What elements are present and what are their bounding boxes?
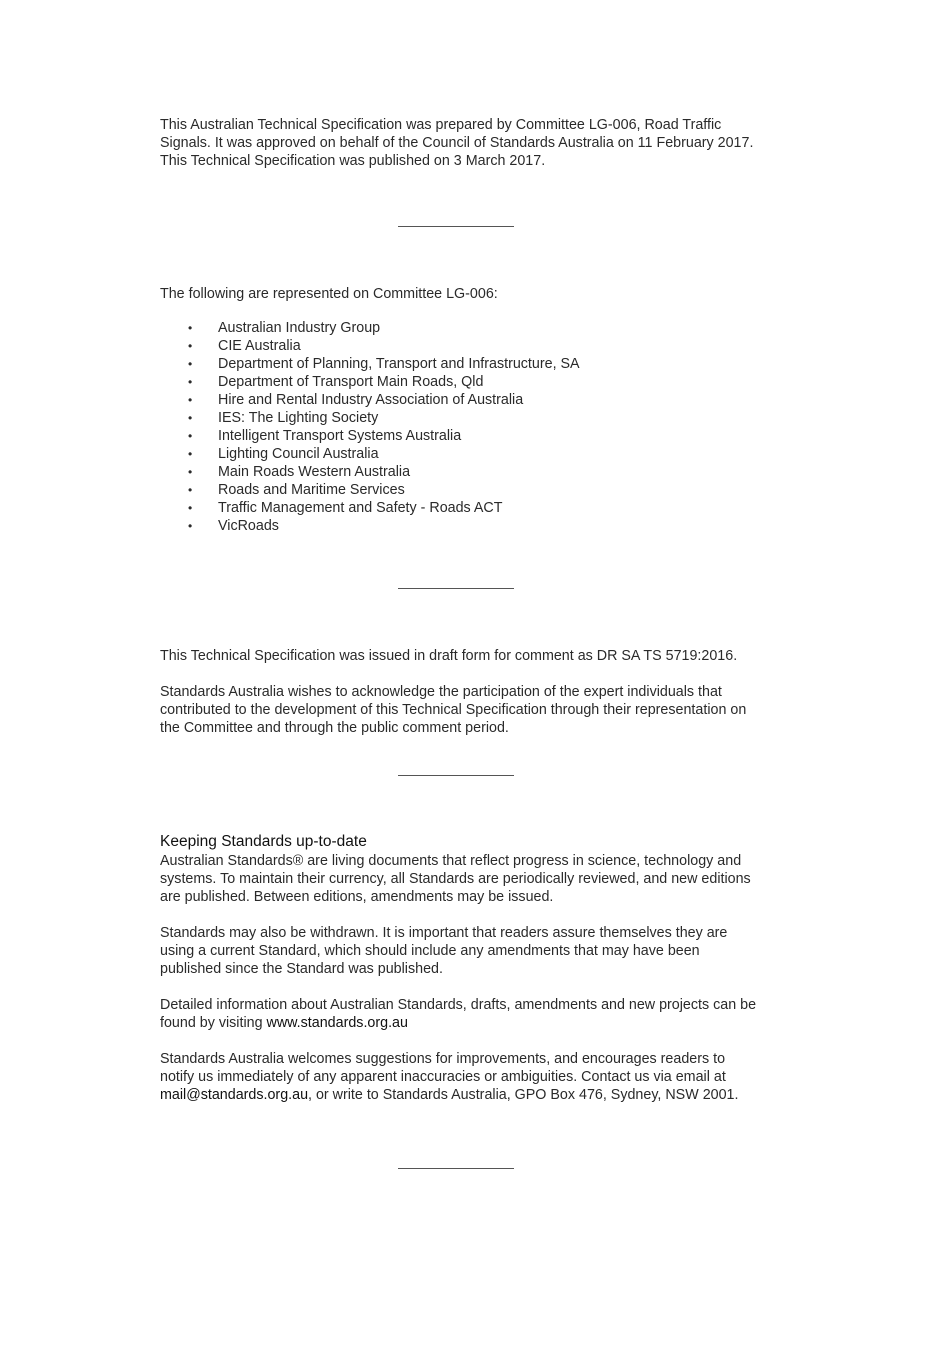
list-item (160, 373, 760, 391)
list-item (160, 409, 760, 427)
website-text: Detailed information about Australian Standards, drafts, amendments and new projects can be found by visiting (160, 997, 757, 1031)
keeping-standards-section (160, 832, 760, 1104)
section-divider (398, 588, 514, 589)
list-item (160, 427, 760, 445)
section-divider (398, 775, 514, 776)
website-paragraph (160, 996, 760, 1032)
bullet-icon: • (188, 429, 193, 443)
acknowledgement-text: Standards Australia wishes to acknowledge the participation of the expert individuals that contributed to the development of this Technical Specification through their representation on the Committee and through the public comment period. (160, 684, 747, 736)
list-item (160, 355, 760, 373)
draft-issued-text: This Technical Specification was issued in draft form for comment as DR SA TS 5719:2016. (160, 648, 738, 664)
list-item (160, 391, 760, 409)
list-item (160, 481, 760, 499)
bullet-icon: • (188, 321, 193, 335)
member-name: Australian Industry Group (218, 320, 381, 336)
committee-section (160, 285, 760, 535)
member-name: Department of Transport Main Roads, Qld (218, 374, 484, 390)
website-link[interactable]: www.standards.org.au (266, 1015, 408, 1031)
preparation-notice (160, 116, 760, 170)
published-text: This Technical Specification was published on 3 March 2017. (160, 153, 546, 169)
committee-member-list (160, 319, 760, 535)
prepared-text: This Australian Technical Specification was prepared by Committee LG-006, Road Traffic Signals. It was approved on behalf of the Council of Standards Australia on 11 February 2017. (160, 117, 754, 151)
bullet-icon: • (188, 447, 193, 461)
contact-address-text: , or write to Standards Australia, GPO Box 476, Sydney, NSW 2001. (308, 1087, 739, 1103)
bullet-icon: • (188, 501, 193, 515)
section-divider (398, 1168, 514, 1169)
member-name: VicRoads (218, 518, 279, 534)
bullet-icon: • (188, 375, 193, 389)
bullet-icon: • (188, 393, 193, 407)
member-name: Lighting Council Australia (218, 446, 379, 462)
list-item (160, 445, 760, 463)
list-item (160, 337, 760, 355)
bullet-icon: • (188, 357, 193, 371)
member-name: Main Roads Western Australia (218, 464, 411, 480)
section-divider (398, 226, 514, 227)
living-documents-text: Australian Standards® are living documents that reflect progress in science, technology and systems. To maintain their currency, all Standards are periodically reviewed, and new editions are published. Between editions, amendments may be issued. (160, 853, 751, 905)
draft-section (160, 647, 760, 737)
contact-paragraph (160, 1050, 760, 1104)
member-name: IES: The Lighting Society (218, 410, 379, 426)
member-name: Hire and Rental Industry Association of Australia (218, 392, 524, 408)
bullet-icon: • (188, 483, 193, 497)
contact-text: Standards Australia welcomes suggestions for improvements, and encourages readers to notify us immediately of any apparent inaccuracies or ambiguities. Contact us via email at (160, 1051, 726, 1085)
bullet-icon: • (188, 339, 193, 353)
bullet-icon: • (188, 465, 193, 479)
member-name: CIE Australia (218, 338, 301, 354)
bullet-icon: • (188, 519, 193, 533)
committee-intro: The following are represented on Committee LG-006: (160, 286, 498, 302)
section-heading: Keeping Standards up-to-date (160, 833, 367, 850)
member-name: Roads and Maritime Services (218, 482, 405, 498)
list-item (160, 499, 760, 517)
withdrawn-text: Standards may also be withdrawn. It is important that readers assure themselves they are using a current Standard, which should include any amendments that may have been published since the Standard was published. (160, 925, 728, 977)
list-item (160, 517, 760, 535)
list-item (160, 463, 760, 481)
document-page (160, 0, 760, 1345)
member-name: Intelligent Transport Systems Australia (218, 428, 462, 444)
bullet-icon: • (188, 411, 193, 425)
member-name: Traffic Management and Safety - Roads ACT (218, 500, 503, 516)
email-link[interactable]: mail@standards.org.au (160, 1087, 309, 1103)
list-item (160, 319, 760, 337)
member-name: Department of Planning, Transport and Infrastructure, SA (218, 356, 580, 372)
